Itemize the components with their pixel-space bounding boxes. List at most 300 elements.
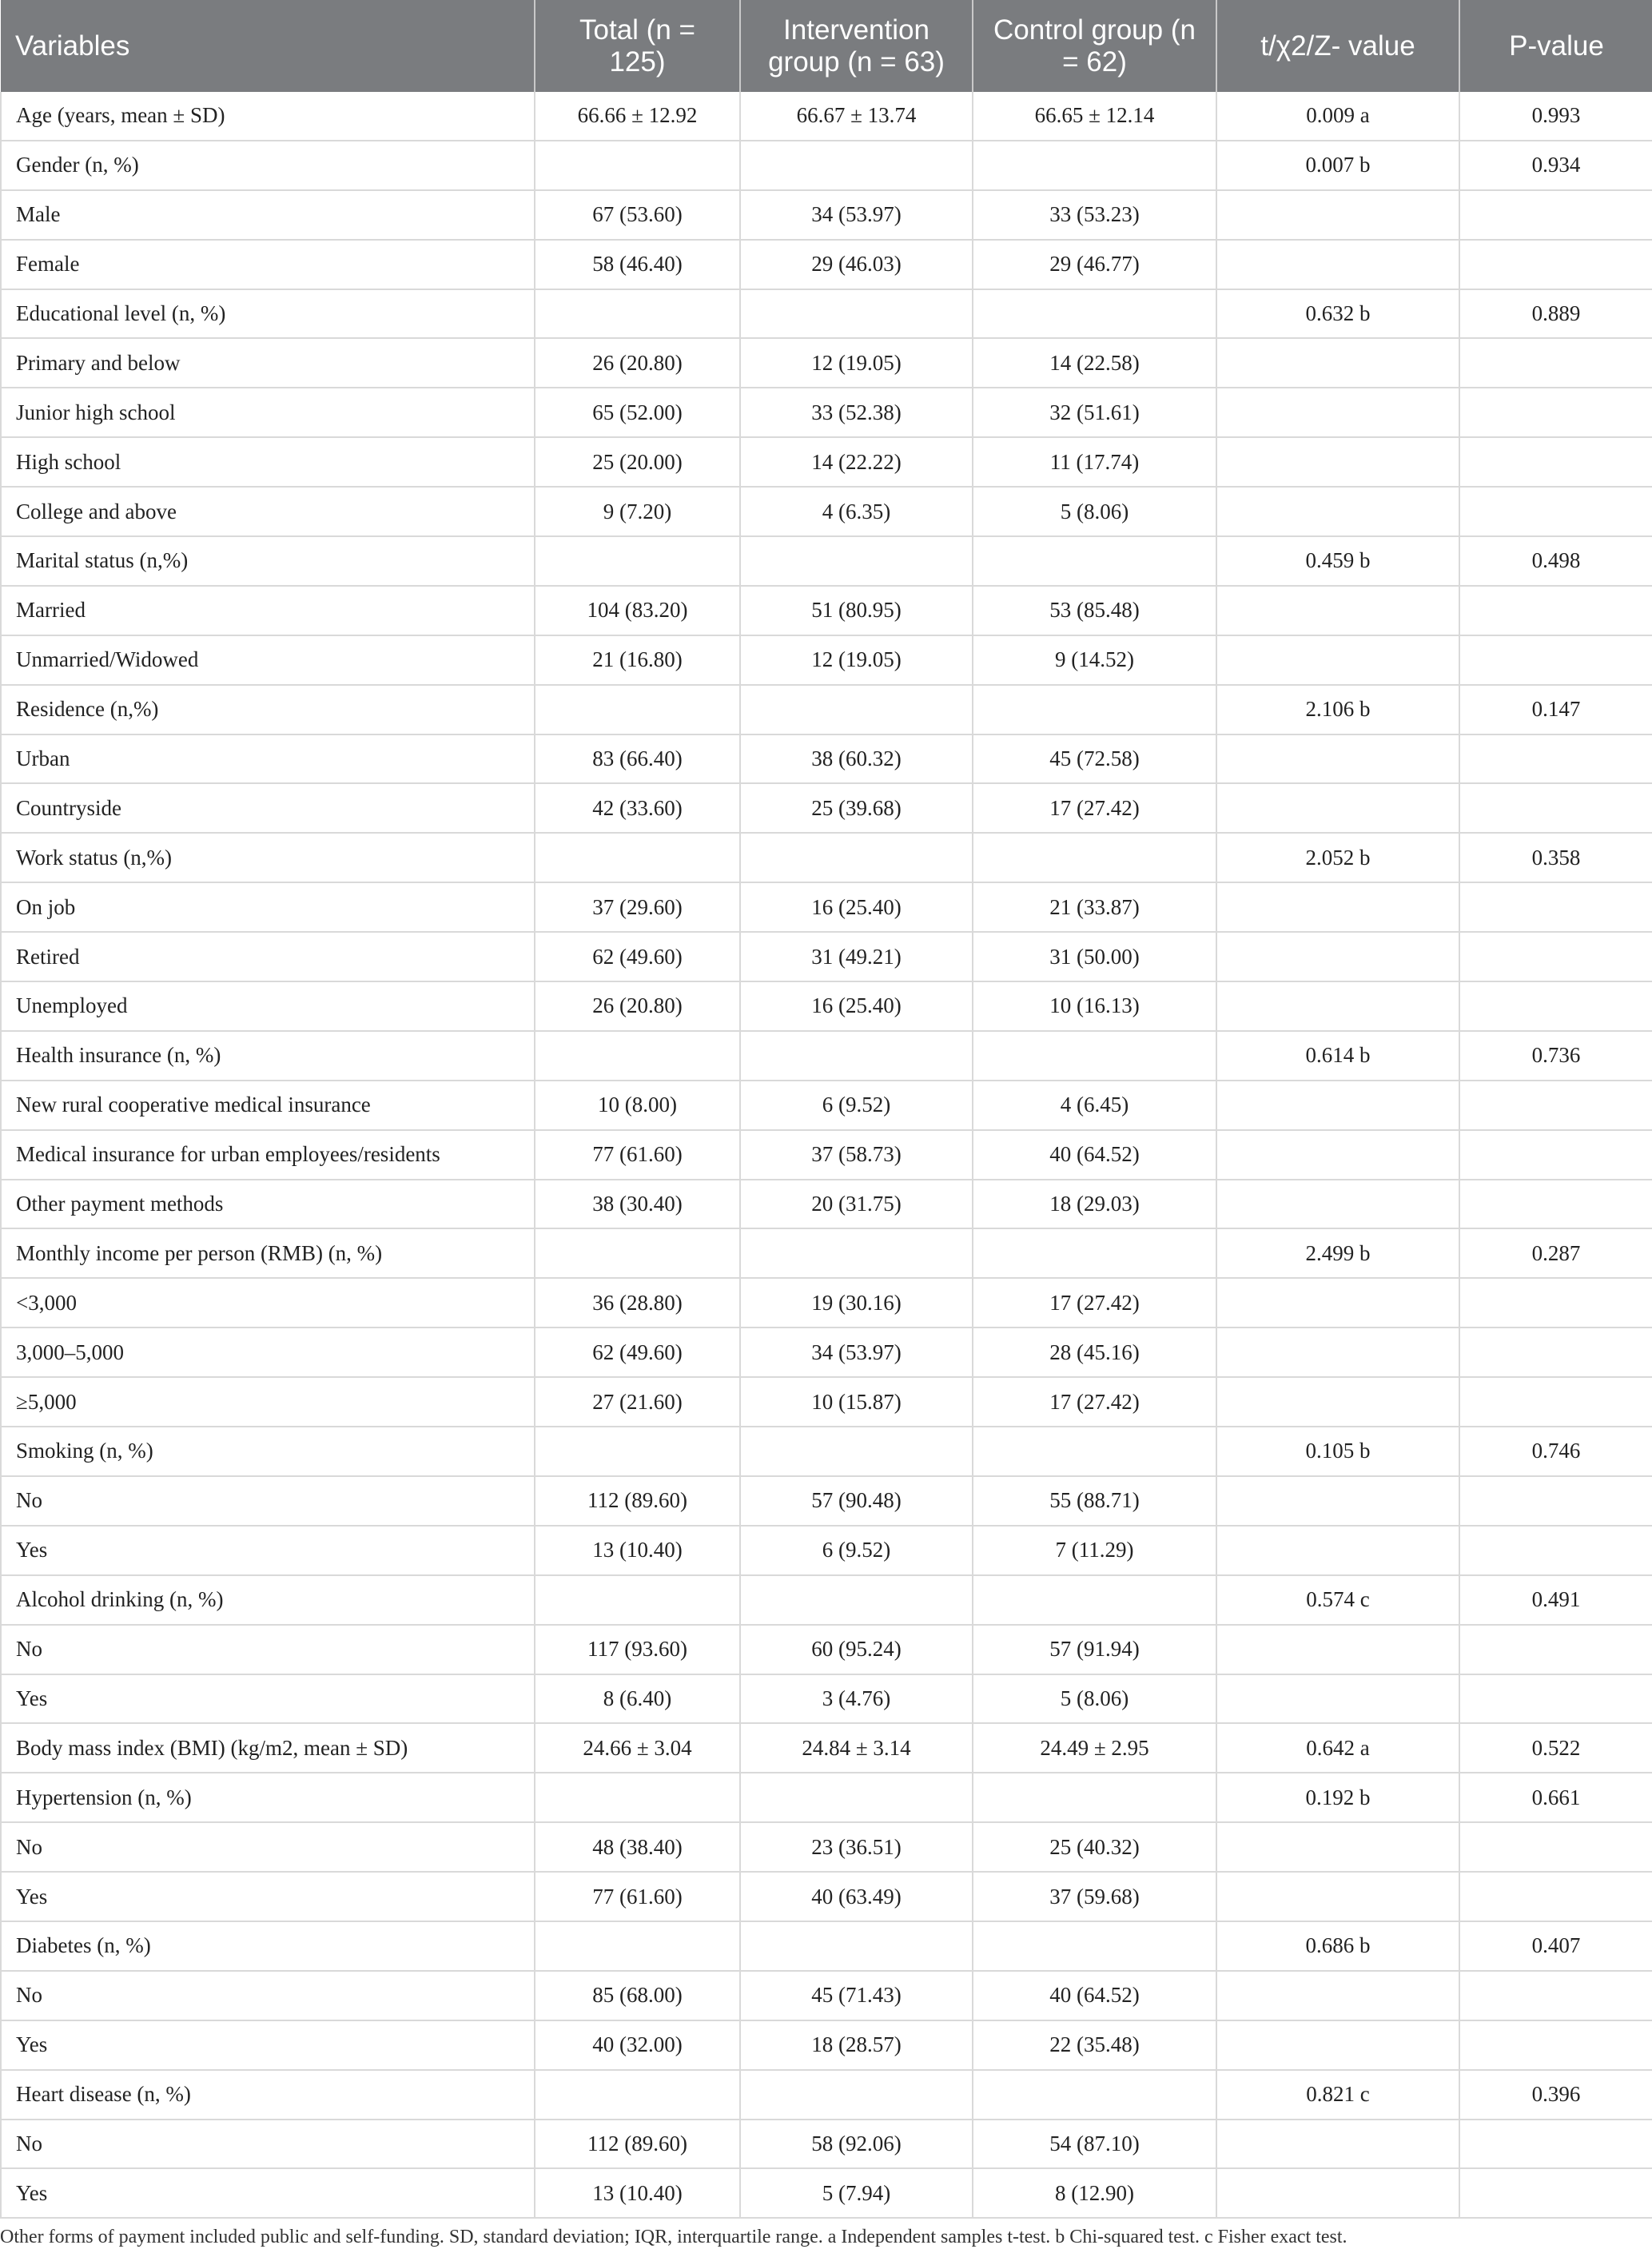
table-cell	[973, 536, 1216, 586]
table-cell: 65 (52.00)	[535, 388, 740, 437]
table-cell: Other payment methods	[1, 1180, 535, 1229]
table-cell	[1459, 388, 1652, 437]
table-row	[1, 2168, 1652, 2218]
header-p-value: P-value	[1459, 0, 1652, 92]
table-cell	[535, 1031, 740, 1081]
table-cell: 16 (25.40)	[740, 981, 973, 1031]
table-row	[1, 1872, 1652, 1921]
table-cell: 31 (50.00)	[973, 932, 1216, 981]
table-row	[1, 1773, 1652, 1822]
table-row	[1, 635, 1652, 685]
table-cell: No	[1, 1971, 535, 2020]
table-row	[1, 1377, 1652, 1427]
table-cell: Junior high school	[1, 388, 535, 437]
table-cell: 6 (9.52)	[740, 1081, 973, 1130]
table-cell: 28 (45.16)	[973, 1328, 1216, 1377]
table-cell: 57 (90.48)	[740, 1476, 973, 1526]
table-cell: 33 (53.23)	[973, 190, 1216, 240]
header-intervention: Intervention group (n = 63)	[740, 0, 973, 92]
table-cell: 112 (89.60)	[535, 1476, 740, 1526]
table-cell: 58 (46.40)	[535, 240, 740, 289]
table-cell: 0.459 b	[1216, 536, 1459, 586]
table-row	[1, 190, 1652, 240]
table-cell: 14 (22.22)	[740, 437, 973, 487]
table-cell	[1459, 487, 1652, 536]
table-cell: 20 (31.75)	[740, 1180, 973, 1229]
table-cell: Yes	[1, 2168, 535, 2218]
table-cell	[1459, 635, 1652, 685]
table-cell	[973, 1921, 1216, 1971]
table-cell: 24.66 ± 3.04	[535, 1723, 740, 1773]
table-cell: No	[1, 1476, 535, 1526]
table-cell: 7 (11.29)	[973, 1526, 1216, 1575]
table-cell: 45 (72.58)	[973, 734, 1216, 784]
table-cell	[535, 685, 740, 734]
table-row	[1, 981, 1652, 1031]
table-cell: Marital status (n,%)	[1, 536, 535, 586]
table-cell: 62 (49.60)	[535, 1328, 740, 1377]
table-cell: 62 (49.60)	[535, 932, 740, 981]
table-cell	[535, 1921, 740, 1971]
table-cell: 0.574 c	[1216, 1575, 1459, 1625]
table-cell: No	[1, 2120, 535, 2169]
table-cell	[1459, 981, 1652, 1031]
table-cell: Yes	[1, 1872, 535, 1921]
table-cell: Urban	[1, 734, 535, 784]
table-cell	[1459, 1377, 1652, 1427]
table-cell: 60 (95.24)	[740, 1625, 973, 1674]
table-cell	[740, 289, 973, 339]
table-cell: 10 (8.00)	[535, 1081, 740, 1130]
table-cell: 40 (63.49)	[740, 1872, 973, 1921]
table-header-row	[1, 0, 1652, 92]
table-cell	[740, 685, 973, 734]
table-cell: Countryside	[1, 783, 535, 833]
table-cell	[973, 289, 1216, 339]
table-cell: 45 (71.43)	[740, 1971, 973, 2020]
table-row	[1, 92, 1652, 141]
table-cell: 51 (80.95)	[740, 586, 973, 635]
table-cell: 10 (15.87)	[740, 1377, 973, 1427]
table-cell: Unmarried/Widowed	[1, 635, 535, 685]
table-row	[1, 1081, 1652, 1130]
table-cell	[1216, 437, 1459, 487]
table-cell: 77 (61.60)	[535, 1130, 740, 1180]
table-row	[1, 882, 1652, 932]
table-cell	[973, 833, 1216, 882]
table-cell	[1459, 190, 1652, 240]
table-cell: Medical insurance for urban employees/residents	[1, 1130, 535, 1180]
table-row	[1, 932, 1652, 981]
table-cell: 36 (28.80)	[535, 1278, 740, 1328]
table-cell	[973, 1773, 1216, 1822]
table-cell: 18 (28.57)	[740, 2020, 973, 2070]
table-cell: 38 (60.32)	[740, 734, 973, 784]
table-row	[1, 685, 1652, 734]
table-cell	[740, 833, 973, 882]
table-cell: 33 (52.38)	[740, 388, 973, 437]
table-cell: 19 (30.16)	[740, 1278, 973, 1328]
table-row	[1, 2020, 1652, 2070]
table-cell: Residence (n,%)	[1, 685, 535, 734]
table-cell: 26 (20.80)	[535, 338, 740, 388]
table-cell	[1216, 2020, 1459, 2070]
table-cell: College and above	[1, 487, 535, 536]
table-cell: 0.746	[1459, 1427, 1652, 1476]
table-cell	[1459, 932, 1652, 981]
table-row	[1, 1723, 1652, 1773]
table-cell	[1459, 1476, 1652, 1526]
table-cell	[1459, 1625, 1652, 1674]
table-cell: High school	[1, 437, 535, 487]
table-cell: Diabetes (n, %)	[1, 1921, 535, 1971]
table-cell: 17 (27.42)	[973, 783, 1216, 833]
table-cell: 14 (22.58)	[973, 338, 1216, 388]
table-cell: 66.67 ± 13.74	[740, 92, 973, 141]
table-cell: 5 (7.94)	[740, 2168, 973, 2218]
table-cell: 42 (33.60)	[535, 783, 740, 833]
table-cell	[740, 2070, 973, 2120]
table-cell: 25 (20.00)	[535, 437, 740, 487]
table-cell: 40 (32.00)	[535, 2020, 740, 2070]
table-cell	[535, 1575, 740, 1625]
table-cell: 0.287	[1459, 1228, 1652, 1278]
table-row	[1, 1031, 1652, 1081]
table-cell: 0.147	[1459, 685, 1652, 734]
table-cell: 6 (9.52)	[740, 1526, 973, 1575]
table-cell	[1216, 487, 1459, 536]
table-cell: 2.052 b	[1216, 833, 1459, 882]
table-cell: 0.407	[1459, 1921, 1652, 1971]
table-cell	[1459, 240, 1652, 289]
table-row	[1, 437, 1652, 487]
table-cell: 37 (29.60)	[535, 882, 740, 932]
table-cell	[740, 1921, 973, 1971]
table-cell: 23 (36.51)	[740, 1822, 973, 1872]
table-row	[1, 487, 1652, 536]
table-cell: Yes	[1, 2020, 535, 2070]
table-cell: 112 (89.60)	[535, 2120, 740, 2169]
table-cell: 22 (35.48)	[973, 2020, 1216, 2070]
table-cell	[1459, 783, 1652, 833]
header-total: Total (n = 125)	[535, 0, 740, 92]
table-cell: Smoking (n, %)	[1, 1427, 535, 1476]
table-cell	[1216, 388, 1459, 437]
table-cell	[1216, 1971, 1459, 2020]
table-cell: 24.84 ± 3.14	[740, 1723, 973, 1773]
table-cell	[1459, 1526, 1652, 1575]
table-cell: Yes	[1, 1674, 535, 1724]
table-cell: 0.686 b	[1216, 1921, 1459, 1971]
table-cell	[1459, 1872, 1652, 1921]
table-cell	[1459, 1180, 1652, 1229]
table-row	[1, 1427, 1652, 1476]
table-row	[1, 1575, 1652, 1625]
table-cell: 77 (61.60)	[535, 1872, 740, 1921]
table-cell: 26 (20.80)	[535, 981, 740, 1031]
table-cell	[1459, 338, 1652, 388]
table-cell: 0.192 b	[1216, 1773, 1459, 1822]
table-cell	[1216, 981, 1459, 1031]
table-cell: Primary and below	[1, 338, 535, 388]
table-row	[1, 536, 1652, 586]
table-cell	[1459, 1971, 1652, 2020]
table-cell	[1459, 1822, 1652, 1872]
table-cell: 21 (16.80)	[535, 635, 740, 685]
table-cell: Male	[1, 190, 535, 240]
table-cell	[740, 141, 973, 190]
table-row	[1, 1180, 1652, 1229]
table-cell	[973, 2070, 1216, 2120]
table-cell: <3,000	[1, 1278, 535, 1328]
table-cell: Retired	[1, 932, 535, 981]
table-cell: Age (years, mean ± SD)	[1, 92, 535, 141]
table-cell	[1216, 1526, 1459, 1575]
table-cell: 34 (53.97)	[740, 190, 973, 240]
table-row	[1, 289, 1652, 339]
table-cell: Female	[1, 240, 535, 289]
table-cell: 37 (59.68)	[973, 1872, 1216, 1921]
table-cell	[973, 1228, 1216, 1278]
table-cell	[535, 536, 740, 586]
table-cell	[1459, 2168, 1652, 2218]
table-cell	[1216, 1081, 1459, 1130]
table-cell	[1459, 734, 1652, 784]
table-row	[1, 338, 1652, 388]
table-cell	[1216, 1377, 1459, 1427]
table-cell	[535, 1427, 740, 1476]
table-cell: 0.105 b	[1216, 1427, 1459, 1476]
table-row	[1, 388, 1652, 437]
table-cell: Educational level (n, %)	[1, 289, 535, 339]
table-row	[1, 833, 1652, 882]
table-cell: 0.614 b	[1216, 1031, 1459, 1081]
table-row	[1, 1971, 1652, 2020]
table-row	[1, 586, 1652, 635]
table-cell: 25 (39.68)	[740, 783, 973, 833]
table-cell: 17 (27.42)	[973, 1278, 1216, 1328]
table-cell: No	[1, 1625, 535, 1674]
table-cell	[1459, 1674, 1652, 1724]
table-cell	[973, 1427, 1216, 1476]
table-cell: 57 (91.94)	[973, 1625, 1216, 1674]
table-cell	[1216, 783, 1459, 833]
table-cell: 8 (12.90)	[973, 2168, 1216, 2218]
table-cell: 24.49 ± 2.95	[973, 1723, 1216, 1773]
table-cell: 12 (19.05)	[740, 635, 973, 685]
table-cell	[1459, 1328, 1652, 1377]
table-cell	[1216, 734, 1459, 784]
table-cell: Monthly income per person (RMB) (n, %)	[1, 1228, 535, 1278]
table-cell: 0.934	[1459, 141, 1652, 190]
table-row	[1, 1476, 1652, 1526]
table-cell: 0.007 b	[1216, 141, 1459, 190]
table-cell: 85 (68.00)	[535, 1971, 740, 2020]
table-cell: 0.736	[1459, 1031, 1652, 1081]
table-cell: 25 (40.32)	[973, 1822, 1216, 1872]
table-cell: ≥5,000	[1, 1377, 535, 1427]
table-cell: 117 (93.60)	[535, 1625, 740, 1674]
table-cell: 83 (66.40)	[535, 734, 740, 784]
table-cell	[973, 1031, 1216, 1081]
table-cell	[1216, 932, 1459, 981]
table-cell	[1216, 1180, 1459, 1229]
table-cell: 3 (4.76)	[740, 1674, 973, 1724]
table-cell: 34 (53.97)	[740, 1328, 973, 1377]
table-row	[1, 1921, 1652, 1971]
table-cell	[740, 1228, 973, 1278]
table-cell: 16 (25.40)	[740, 882, 973, 932]
table-row	[1, 240, 1652, 289]
table-cell: 21 (33.87)	[973, 882, 1216, 932]
table-cell	[740, 1773, 973, 1822]
table-cell: 0.491	[1459, 1575, 1652, 1625]
table-cell	[1216, 635, 1459, 685]
table-row	[1, 1130, 1652, 1180]
table-cell: Body mass index (BMI) (kg/m2, mean ± SD)	[1, 1723, 535, 1773]
table-body	[1, 92, 1652, 2218]
table-cell: 10 (16.13)	[973, 981, 1216, 1031]
table-cell	[1216, 1872, 1459, 1921]
table-row	[1, 734, 1652, 784]
table-cell: 11 (17.74)	[973, 437, 1216, 487]
table-cell: 48 (38.40)	[535, 1822, 740, 1872]
table-cell: 0.396	[1459, 2070, 1652, 2120]
table-row	[1, 1822, 1652, 1872]
table-cell: Yes	[1, 1526, 535, 1575]
table-cell	[740, 536, 973, 586]
table-cell	[973, 141, 1216, 190]
table-row	[1, 1625, 1652, 1674]
table-cell: Health insurance (n, %)	[1, 1031, 535, 1081]
table-row	[1, 1328, 1652, 1377]
table-cell	[973, 685, 1216, 734]
table-cell: Heart disease (n, %)	[1, 2070, 535, 2120]
table-cell: 32 (51.61)	[973, 388, 1216, 437]
table-cell: 58 (92.06)	[740, 2120, 973, 2169]
table-cell	[1216, 2168, 1459, 2218]
table-cell	[1459, 882, 1652, 932]
table-cell: 0.009 a	[1216, 92, 1459, 141]
table-cell: 3,000–5,000	[1, 1328, 535, 1377]
table-cell: Gender (n, %)	[1, 141, 535, 190]
table-cell	[535, 289, 740, 339]
table-cell: On job	[1, 882, 535, 932]
table-cell: 9 (7.20)	[535, 487, 740, 536]
table-cell: 0.661	[1459, 1773, 1652, 1822]
table-cell	[1216, 2120, 1459, 2169]
table-cell	[535, 141, 740, 190]
table-cell: 2.106 b	[1216, 685, 1459, 734]
table-cell	[1216, 586, 1459, 635]
table-footnote	[0, 2219, 1652, 2248]
table-cell: 0.632 b	[1216, 289, 1459, 339]
table-cell	[1459, 2120, 1652, 2169]
table-row	[1, 1278, 1652, 1328]
table-cell: 0.358	[1459, 833, 1652, 882]
table-row	[1, 1228, 1652, 1278]
table-cell: 40 (64.52)	[973, 1130, 1216, 1180]
table-cell	[1216, 1476, 1459, 1526]
table-cell: 18 (29.03)	[973, 1180, 1216, 1229]
table-cell	[1216, 1674, 1459, 1724]
table-cell: 66.66 ± 12.92	[535, 92, 740, 141]
table-cell	[1216, 338, 1459, 388]
table-cell	[1459, 1278, 1652, 1328]
table-cell: 12 (19.05)	[740, 338, 973, 388]
table-cell: 0.522	[1459, 1723, 1652, 1773]
table-cell	[740, 1031, 973, 1081]
table-cell: No	[1, 1822, 535, 1872]
table-row	[1, 1526, 1652, 1575]
table-cell: 9 (14.52)	[973, 635, 1216, 685]
table-cell: 29 (46.03)	[740, 240, 973, 289]
table-cell	[1459, 586, 1652, 635]
table-cell: 66.65 ± 12.14	[973, 92, 1216, 141]
table-cell: 0.498	[1459, 536, 1652, 586]
table-row	[1, 2070, 1652, 2120]
table-cell: Unemployed	[1, 981, 535, 1031]
table-row	[1, 2120, 1652, 2169]
header-statistic: t/χ2/Z- value	[1216, 0, 1459, 92]
header-control: Control group (n = 62)	[973, 0, 1216, 92]
table-cell: Alcohol drinking (n, %)	[1, 1575, 535, 1625]
table-cell	[1459, 2020, 1652, 2070]
table-cell	[535, 1228, 740, 1278]
table-cell	[1216, 1822, 1459, 1872]
table-cell: 0.889	[1459, 289, 1652, 339]
table-cell: 4 (6.45)	[973, 1081, 1216, 1130]
table-cell: 0.642 a	[1216, 1723, 1459, 1773]
table-cell	[535, 833, 740, 882]
table-cell: 2.499 b	[1216, 1228, 1459, 1278]
table-cell	[535, 2070, 740, 2120]
table-cell	[1459, 437, 1652, 487]
table-row	[1, 1674, 1652, 1724]
table-cell: 38 (30.40)	[535, 1180, 740, 1229]
table-cell: 13 (10.40)	[535, 2168, 740, 2218]
table-cell: 55 (88.71)	[973, 1476, 1216, 1526]
table-row	[1, 783, 1652, 833]
footnote-text: Other forms of payment included public and self-funding. SD, standard deviation; IQR, interquartile range. a Independent samples t-test. b Chi-squared test. c Fisher exact test.	[0, 2227, 1347, 2248]
table-cell: 27 (21.60)	[535, 1377, 740, 1427]
table-cell: Hypertension (n, %)	[1, 1773, 535, 1822]
table-cell: 54 (87.10)	[973, 2120, 1216, 2169]
table-cell	[740, 1575, 973, 1625]
table-row	[1, 141, 1652, 190]
table-cell: 37 (58.73)	[740, 1130, 973, 1180]
table-cell: Married	[1, 586, 535, 635]
table-cell	[1216, 1130, 1459, 1180]
table-cell	[1459, 1081, 1652, 1130]
header-variables: Variables	[1, 0, 535, 92]
table-cell	[1216, 1278, 1459, 1328]
table-cell	[1216, 882, 1459, 932]
table-cell	[1216, 190, 1459, 240]
table-cell: 31 (49.21)	[740, 932, 973, 981]
table-cell	[740, 1427, 973, 1476]
table-cell: 53 (85.48)	[973, 586, 1216, 635]
table-cell: Work status (n,%)	[1, 833, 535, 882]
table-cell: 13 (10.40)	[535, 1526, 740, 1575]
table-cell	[1216, 1625, 1459, 1674]
table-cell: New rural cooperative medical insurance	[1, 1081, 535, 1130]
table-cell: 17 (27.42)	[973, 1377, 1216, 1427]
table-cell: 104 (83.20)	[535, 586, 740, 635]
table-cell	[535, 1773, 740, 1822]
table-cell: 0.821 c	[1216, 2070, 1459, 2120]
table-cell: 0.993	[1459, 92, 1652, 141]
